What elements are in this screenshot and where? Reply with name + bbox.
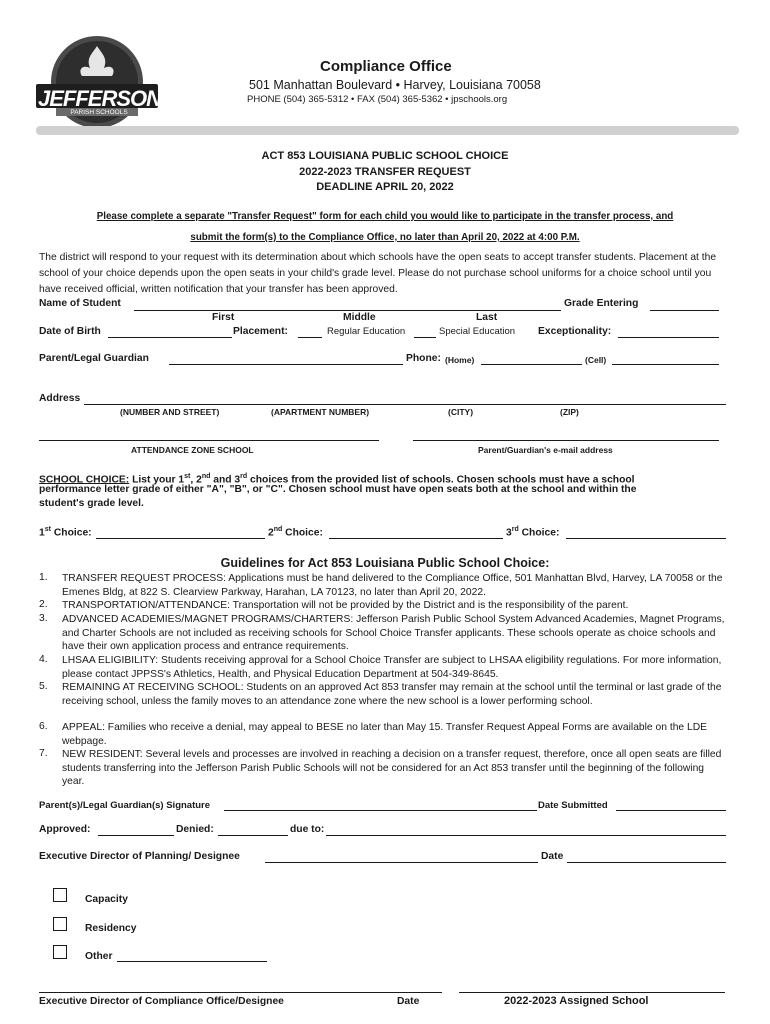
middle-name-caption: Middle [343, 312, 376, 323]
form-title-line1: ACT 853 LOUISIANA PUBLIC SCHOOL CHOICE [261, 150, 509, 162]
approved-field[interactable] [98, 835, 174, 836]
exceptionality-field[interactable] [618, 337, 719, 338]
date-submitted-field[interactable] [616, 810, 726, 811]
residency-checkbox[interactable] [53, 917, 67, 931]
zip-caption: (ZIP) [560, 407, 579, 417]
guideline-text: TRANSPORTATION/ATTENDANCE: Transportation will not be provided by the District and is the responsibility of the parent. [62, 600, 629, 611]
special-education-option: Special Education [439, 326, 516, 337]
guideline-number: 2. [39, 599, 48, 610]
second-choice-field[interactable] [329, 538, 503, 539]
guideline-number: 4. [39, 654, 48, 665]
attendance-zone-field[interactable] [39, 440, 379, 441]
guideline-text: ADVANCED ACADEMIES/MAGNET PROGRAMS/CHARTERS: Jefferson Parish Public School System Advanced Academies, Magnet Programs, and Charter Schools are not included as receiving schools for School Choice Transfer applicants. These schools operate as choice schools and have their own application process and entrance requirements. [62, 614, 725, 653]
parent-signature-field[interactable] [224, 810, 537, 811]
school-choice-line2: performance letter grade of either "A", "B", or "C". Chosen school must have open seats both at the school and within the [39, 484, 637, 495]
instruction-line2: submit the form(s) to the Compliance Office, no later than April 20, 2022 at 4:00 P.M. [190, 232, 580, 243]
instruction-line1: Please complete a separate "Transfer Request" form for each child you would like to participate in the transfer process, and [96, 211, 674, 222]
cell-phone-field[interactable] [612, 364, 719, 365]
exec-planning-date-field[interactable] [567, 862, 726, 863]
exec-compliance-signature-field[interactable] [39, 992, 442, 993]
special-education-blank[interactable] [414, 337, 436, 338]
address-label: Address [39, 393, 81, 404]
cell-phone-caption: (Cell) [585, 355, 607, 365]
school-choice-paragraph: SCHOOL CHOICE: List your 1st, 2nd and 3rd choices from the provided list of schools. Chosen schools must have a school [39, 473, 635, 486]
grade-entering-label: Grade Entering [564, 298, 639, 309]
other-checkbox[interactable] [53, 945, 67, 959]
guidelines-title: Guidelines for Act 853 Louisiana Public School Choice: [220, 556, 550, 570]
exec-planning-date-label: Date [541, 851, 564, 862]
date-submitted-label: Date Submitted [538, 800, 608, 811]
school-choice-line3: student's grade level. [39, 498, 144, 509]
first-choice-field[interactable] [96, 538, 265, 539]
parent-guardian-field[interactable] [169, 364, 403, 365]
home-phone-caption: (Home) [445, 355, 475, 365]
exec-planning-field[interactable] [265, 862, 538, 863]
other-field[interactable] [117, 961, 267, 962]
logo-wordmark: JEFFERSON [38, 86, 162, 111]
guideline-text: TRANSFER REQUEST PROCESS: Applications must be hand delivered to the Compliance Office, 501 Manhattan Blvd, Harvey, LA 70058 or the Emenes Bldg, at 822 S. Clearview Parkway, Harahan, LA 70123, no later than April 20, 2022. [62, 573, 723, 598]
capacity-checkbox[interactable] [53, 888, 67, 902]
header-divider [36, 126, 739, 135]
assigned-school-label: 2022-2023 Assigned School [504, 995, 649, 1007]
assigned-school-field[interactable] [459, 992, 725, 993]
due-to-field[interactable] [326, 835, 726, 836]
school-choice-label: SCHOOL CHOICE: [39, 474, 130, 486]
third-choice-label: 3rd Choice: [506, 526, 560, 539]
placement-label: Placement: [233, 326, 288, 337]
guideline-number: 5. [39, 681, 48, 692]
first-choice-label: 1st Choice: [39, 526, 92, 539]
apartment-caption: (APARTMENT NUMBER) [271, 407, 370, 417]
exceptionality-label: Exceptionality: [538, 326, 612, 337]
email-field[interactable] [413, 440, 719, 441]
logo-subtitle: PARISH SCHOOLS [70, 109, 128, 116]
parent-signature-label: Parent(s)/Legal Guardian(s) Signature [39, 800, 211, 811]
email-caption: Parent/Guardian's e-mail address [478, 445, 613, 455]
capacity-label: Capacity [85, 894, 128, 905]
regular-education-blank[interactable] [298, 337, 322, 338]
parent-guardian-label: Parent/Legal Guardian [39, 353, 149, 364]
last-name-caption: Last [476, 312, 498, 323]
guideline-text: REMAINING AT RECEIVING SCHOOL: Students on an approved Act 853 transfer may remain at the school until the terminal or last grade of the receiving school, unless the family moves to an attendance zone where the new school is a lower performing school. [62, 682, 722, 707]
denied-field[interactable] [218, 835, 288, 836]
jefferson-parish-schools-logo [34, 34, 160, 134]
guideline-number: 3. [39, 613, 48, 624]
date-of-birth-field[interactable] [108, 337, 232, 338]
other-label: Other [85, 951, 113, 962]
student-name-field[interactable] [134, 310, 561, 311]
guideline-text: NEW RESIDENT: Several levels and processes are involved in reaching a decision on a transfer request, therefore, once all open seats are filled students transferring into the Jefferson Parish Public Schools will not be considered for an Act 853 transfer until the beginning of the following year. [62, 749, 722, 788]
exec-compliance-date-label: Date [397, 996, 420, 1007]
second-choice-label: 2nd Choice: [268, 526, 323, 539]
exec-planning-label: Executive Director of Planning/ Designee [39, 851, 240, 862]
denied-label: Denied: [176, 824, 214, 835]
date-of-birth-label: Date of Birth [39, 326, 101, 337]
first-name-caption: First [212, 312, 235, 323]
regular-education-option: Regular Education [327, 326, 406, 337]
residency-label: Residency [85, 923, 137, 934]
office-address: 501 Manhattan Boulevard • Harvey, Louisiana 70058 [249, 78, 541, 92]
name-of-student-label: Name of Student [39, 298, 121, 309]
number-street-caption: (NUMBER AND STREET) [120, 407, 220, 417]
address-field[interactable] [84, 404, 726, 405]
guideline-text: APPEAL: Families who receive a denial, may appeal to BESE no later than May 15. Transfer Request Appeal Forms are available on the LDE webpage. [62, 722, 708, 747]
third-choice-field[interactable] [566, 538, 726, 539]
attendance-zone-caption: ATTENDANCE ZONE SCHOOL [131, 445, 254, 455]
phone-label: Phone: [406, 353, 441, 364]
form-title-line3: DEADLINE APRIL 20, 2022 [316, 181, 454, 193]
intro-paragraph: The district will respond to your request with its determination about which schools have the open seats to accept transfer students. Placement at the school of your choice depends upon the open seats in your child's grade level. Please do not purchase school uniforms for a choice school until you have received official, written notification that your transfer has been approved. [39, 252, 717, 295]
home-phone-field[interactable] [481, 364, 582, 365]
guideline-number: 1. [39, 572, 48, 583]
form-title-line2: 2022-2023 TRANSFER REQUEST [299, 166, 471, 178]
office-phone: PHONE (504) 365-5312 • FAX (504) 365-5362 • jpschools.org [247, 94, 508, 105]
city-caption: (CITY) [448, 407, 474, 417]
guideline-number: 7. [39, 748, 48, 759]
guideline-text: LHSAA ELIGIBILITY: Students receiving approval for a School Choice Transfer are subject to LHSAA eligibility regulations. For more information, please contact JPPSS's Athletics, Health, and Physical Education Department at 504-349-8645. [62, 655, 722, 680]
exec-compliance-label: Executive Director of Compliance Office/Designee [39, 996, 284, 1007]
grade-entering-field[interactable] [650, 310, 719, 311]
guideline-number: 6. [39, 721, 48, 732]
due-to-label: due to: [290, 824, 325, 835]
approved-label: Approved: [39, 824, 91, 835]
office-title: Compliance Office [320, 58, 452, 75]
